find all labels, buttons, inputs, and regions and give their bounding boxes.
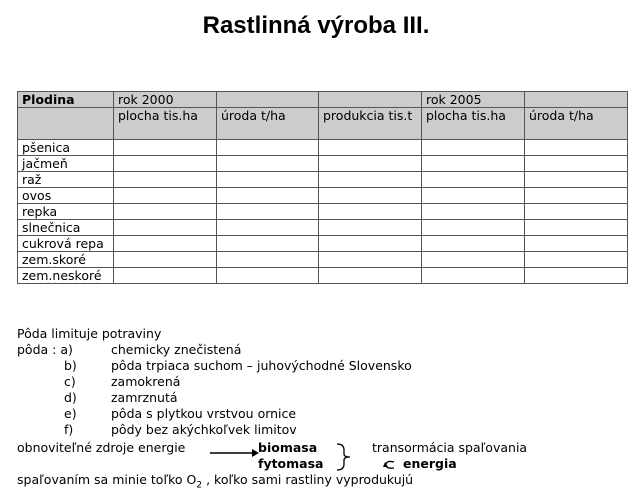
- subheader-cell: [18, 108, 114, 140]
- energia-label: energia: [403, 456, 457, 471]
- list-label-d: d): [64, 390, 77, 405]
- list-item-f: pôdy bez akýchkoľvek limitov: [111, 422, 297, 437]
- table-row: [18, 236, 628, 252]
- transform-label: transormácia spaľovania: [372, 440, 528, 455]
- table-row: [18, 140, 628, 156]
- list-item-b: pôda trpiaca suchom – juhovýchodné Slovensko: [111, 358, 412, 373]
- table-row: [18, 204, 628, 220]
- crop-name: slnečnica: [18, 220, 114, 236]
- list-item-c: zamokrená: [111, 374, 181, 389]
- crop-name: raž: [18, 172, 114, 188]
- table-row: [18, 268, 628, 284]
- subheader-cell-production-2000: produkcia tis.t: [319, 108, 422, 140]
- table-subheader-row: [18, 108, 628, 140]
- header-cell: [217, 92, 319, 108]
- table-header-row: [18, 92, 628, 108]
- page-title: Rastlinná výroba III.: [202, 12, 430, 39]
- subheader-cell-yield-2000: úroda t/ha: [217, 108, 319, 140]
- list-item-e: pôda s plytkou vrstvou ornice: [111, 406, 297, 421]
- header-cell-year-2000: rok 2000: [114, 92, 217, 108]
- table-row: [18, 188, 628, 204]
- renewable-energy-label: obnoviteľné zdroje energie: [17, 440, 186, 455]
- crop-name: zem.skoré: [18, 252, 114, 268]
- crop-name: zem.neskoré: [18, 268, 114, 284]
- table-row: [18, 172, 628, 188]
- subheader-cell-yield-2005: úroda t/ha: [525, 108, 628, 140]
- subheader-cell-area-2005: plocha tis.ha: [422, 108, 525, 140]
- right-brace-icon: [334, 442, 356, 472]
- right-arrow-icon: [208, 448, 260, 458]
- biomasa-label: biomasa: [258, 440, 318, 455]
- crop-name: jačmeň: [18, 156, 114, 172]
- crop-name: pšenica: [18, 140, 114, 156]
- list-item-a: chemicky znečistená: [111, 342, 242, 357]
- list-prefix: pôda : a): [17, 342, 73, 357]
- crop-name: ovos: [18, 188, 114, 204]
- table-row: [18, 220, 628, 236]
- table-row: [18, 156, 628, 172]
- list-label-f: f): [64, 422, 74, 437]
- paragraph-soil-limits: Pôda limituje potraviny: [17, 326, 162, 341]
- header-cell: [319, 92, 422, 108]
- list-label-e: e): [64, 406, 77, 421]
- list-item-d: zamrznutá: [111, 390, 178, 405]
- crop-name: repka: [18, 204, 114, 220]
- closing-sentence: spaľovaním sa minie toľko $O_2$ , koľko sami rastliny vyprodukujú: [17, 472, 414, 491]
- list-label-c: c): [64, 374, 76, 389]
- subheader-cell-area-2000: plocha tis.ha: [114, 108, 217, 140]
- fytomasa-label: fytomasa: [258, 456, 324, 471]
- header-cell-year-2005: rok 2005: [422, 92, 525, 108]
- header-cell-crop: Plodina: [18, 92, 114, 108]
- header-cell: [525, 92, 628, 108]
- crop-name: cukrová repa: [18, 236, 114, 252]
- table-row: [18, 252, 628, 268]
- curved-arrow-icon: [380, 459, 398, 471]
- crop-table: [17, 91, 628, 284]
- list-label-b: b): [64, 358, 77, 373]
